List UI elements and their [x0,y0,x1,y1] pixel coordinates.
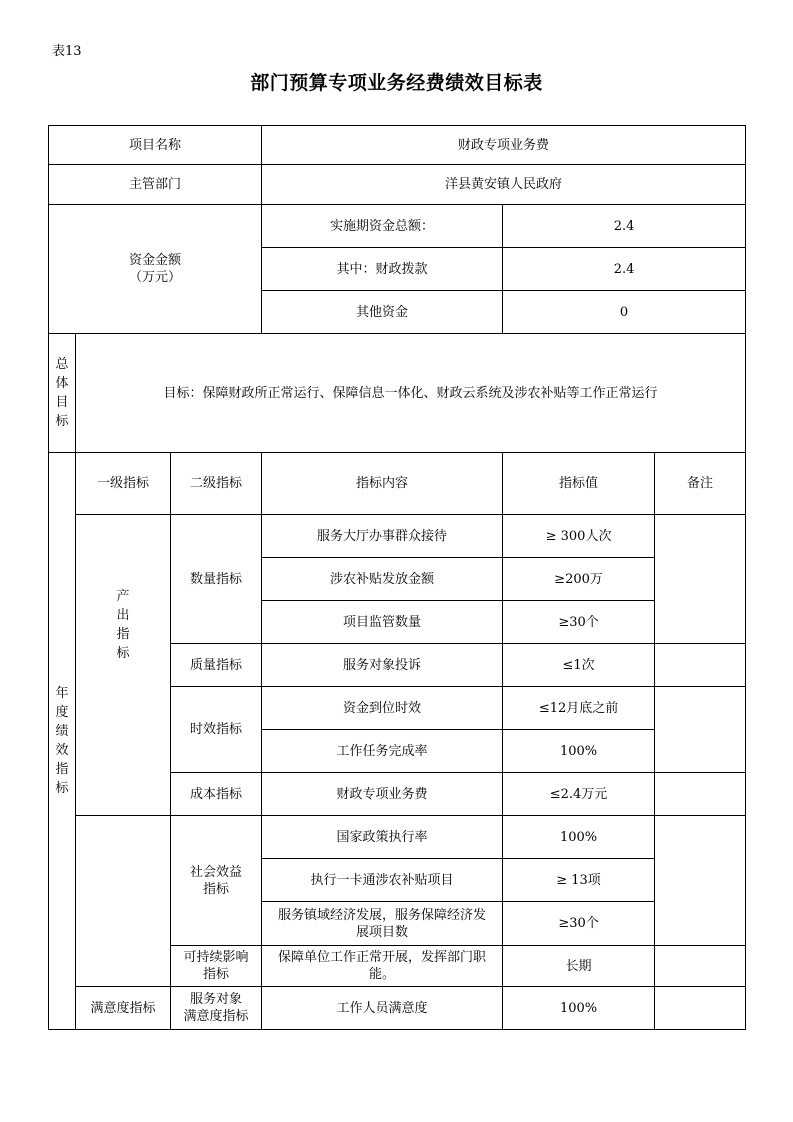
social-label-line2: 指标 [203,881,230,897]
label-char: 目 [55,395,69,410]
indicator-row [49,987,746,1030]
header-remark: 备注 [655,453,746,515]
funds-label-line1: 资金金额 [129,253,182,268]
remark-cell [655,946,746,987]
header-value: 指标值 [503,453,655,515]
social-benefit-label [171,816,262,946]
funds-other-value: 0 [503,291,746,334]
sustain-label-line2: 指标 [203,967,230,982]
quality-indicator-label: 质量指标 [171,644,262,687]
timeliness-indicator-label: 时效指标 [171,687,262,773]
service-label-line1: 服务对象 [190,992,243,1007]
indicator-value: ≥30个 [503,601,655,644]
label-char: 出 [116,608,130,623]
indicator-content [262,902,503,946]
indicator-content: 涉农补贴发放金额 [262,558,503,601]
department-row [49,165,746,205]
indicator-content [262,946,503,987]
overall-goal-text: 目标：保障财政所正常运行、保障信息一体化、财政云系统及涉农补贴等工作正常运行 [76,334,746,453]
annual-indicator-label [49,453,76,1030]
indicator-value: ≤1次 [503,644,655,687]
indicator-content: 项目监管数量 [262,601,503,644]
label-char: 指 [55,762,69,777]
remark-cell [655,644,746,687]
indicator-value: ≥200万 [503,558,655,601]
social-label-line1: 社会效益 [190,864,243,880]
header-level1: 一级指标 [76,453,171,515]
remark-cell [655,687,746,773]
funds-label-line2: （万元） [129,270,182,285]
department-value: 洋县黄安镇人民政府 [262,165,746,205]
indicator-header-row [49,453,746,515]
remark-cell [655,987,746,1030]
sustain-label-line1: 可持续影响 [183,950,249,965]
header-level2: 二级指标 [171,453,262,515]
label-char: 指 [116,627,130,642]
indicator-value: 100% [503,730,655,773]
cost-indicator-label: 成本指标 [171,773,262,816]
output-indicator-label [76,515,171,816]
indicator-value: ≤2.4万元 [503,773,655,816]
funds-total-label: 实施期资金总额： [262,205,503,248]
project-name-value: 财政专项业务费 [262,126,746,165]
performance-target-table [48,125,746,1030]
indicator-value: ≤12月底之前 [503,687,655,730]
indicator-row [49,515,746,558]
content-line1: 服务镇域经济发展，服务保障经济发 [278,907,487,923]
funds-total-value: 2.4 [503,205,746,248]
indicator-row [49,816,746,859]
sustainability-label [171,946,262,987]
label-char: 年 [55,686,69,701]
indicator-value: ≥ 300人次 [503,515,655,558]
funds-fiscal-value: 2.4 [503,248,746,291]
funds-row [49,205,746,248]
indicator-value: ≥30个 [503,902,655,946]
satisfaction-indicator-label: 满意度指标 [76,987,171,1030]
effect-indicator-label [76,816,171,987]
overall-goal-row [49,334,746,453]
page-title: 部门预算专项业务经费绩效目标表 [250,72,543,94]
project-name-label: 项目名称 [49,126,262,165]
indicator-content: 服务大厅办事群众接待 [262,515,503,558]
indicator-value: 100% [503,816,655,859]
indicator-value: 100% [503,987,655,1030]
quantity-indicator-label: 数量指标 [171,515,262,644]
indicator-value: 长期 [503,946,655,987]
department-label: 主管部门 [49,165,262,205]
label-char: 标 [55,414,69,429]
indicator-content: 财政专项业务费 [262,773,503,816]
service-satisfaction-label [171,987,262,1030]
remark-cell [655,773,746,816]
label-char: 产 [116,589,130,604]
overall-goal-label [49,334,76,453]
funds-label [49,205,262,334]
label-char: 体 [55,376,69,391]
remark-cell [655,515,746,644]
funds-fiscal-label: 其中：财政拨款 [262,248,503,291]
label-char: 总 [55,357,69,372]
remark-cell [655,816,746,946]
table-number: 表13 [52,44,82,59]
indicator-content: 国家政策执行率 [262,816,503,859]
project-name-row [49,126,746,165]
label-char: 度 [55,705,69,720]
indicator-content: 执行一卡通涉农补贴项目 [262,859,503,902]
indicator-content: 工作人员满意度 [262,987,503,1030]
header-content: 指标内容 [262,453,503,515]
funds-other-label: 其他资金 [262,291,503,334]
label-char: 标 [116,646,130,661]
indicator-value: ≥ 13项 [503,859,655,902]
indicator-content: 资金到位时效 [262,687,503,730]
label-char: 效 [55,743,69,758]
content-line2: 能。 [369,967,396,982]
service-label-line2: 满意度指标 [183,1009,249,1024]
content-line1: 保障单位工作正常开展，发挥部门职 [278,950,487,965]
label-char: 绩 [55,724,69,739]
content-line2: 展项目数 [356,924,409,940]
indicator-content: 服务对象投诉 [262,644,503,687]
label-char: 标 [55,781,69,796]
indicator-content: 工作任务完成率 [262,730,503,773]
